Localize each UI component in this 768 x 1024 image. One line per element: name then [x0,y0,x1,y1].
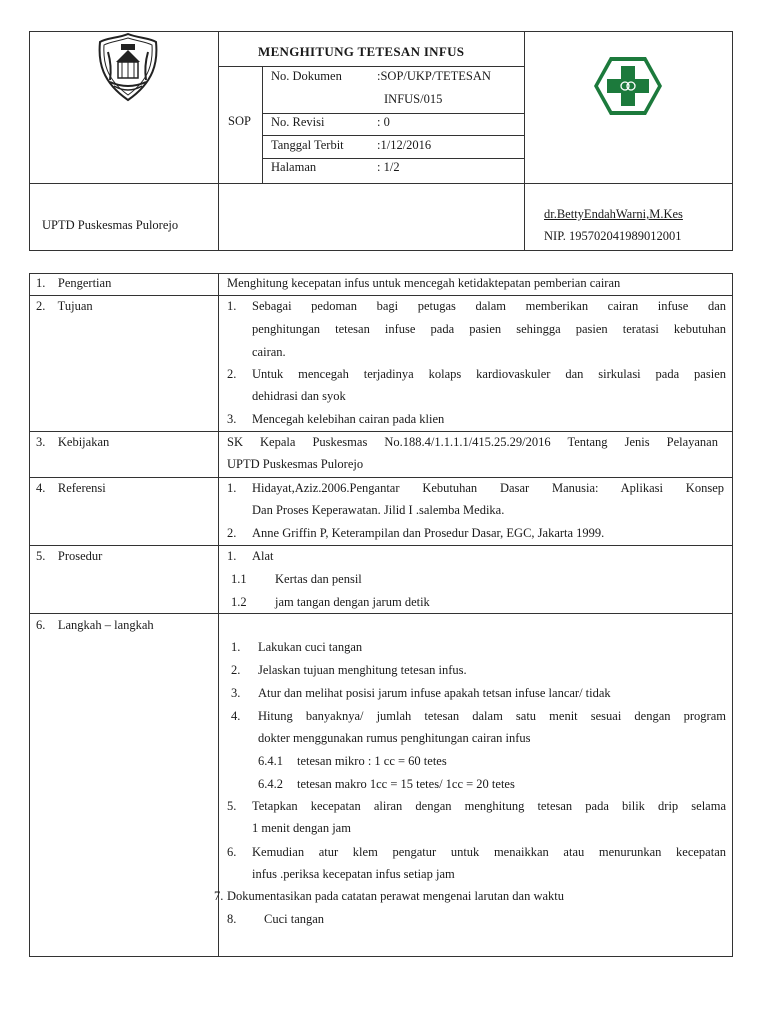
pengertian-text: Menghitung kecepatan infus untuk mencegah ketidaktepatan pemberian cairan [227,276,621,290]
langkah-num-642: 6.4.2 [258,777,283,791]
langkah-step-3: Atur dan melihat posisi jarum infuse apakah tetsan infuse lancar/ tidak [258,686,611,700]
page-label: Halaman [271,160,317,174]
tujuan-num-2: 2. [227,367,237,381]
issue-date-label: Tanggal Terbit [271,138,344,152]
prosedur-num-2: 1.2 [231,595,247,609]
kebijakan-line-2: UPTD Puskesmas Pulorejo [227,457,364,471]
prosedur-head: Alat [252,549,274,563]
prosedur-num-1: 1.1 [231,572,247,586]
langkah-num-7: 7. [214,889,224,903]
tujuan-line-2a: Untuk mencegah terjadinya kolaps kardiovaskuler dan sirkulasi pada pasien [252,367,726,381]
document-title: MENGHITUNG TETESAN INFUS [258,44,465,59]
section-label-referensi: 4. Referensi [36,481,106,495]
prosedur-item-1: Kertas dan pensil [275,572,362,586]
referensi-line-1b: Dan Proses Keperawatan. Jilid I .salemba Medika. [252,503,505,517]
langkah-step-641: tetesan mikro : 1 cc = 60 tetes [297,754,447,768]
signer-name: dr.BettyEndahWarni,M.Kes [544,207,683,221]
langkah-num-5: 5. [227,799,237,813]
tujuan-num-1: 1. [227,299,237,313]
section-label-prosedur: 5. Prosedur [36,549,103,563]
langkah-num-6: 6. [227,845,237,859]
sop-label: SOP [228,114,251,128]
tujuan-line-1a: Sebagai pedoman bagi petugas dalam memberikan cairan infuse dan [252,299,726,313]
section-label-pengertian: 1. Pengertian [36,276,112,290]
page-value: : 1/2 [377,160,400,174]
langkah-step-8: Cuci tangan [264,912,325,926]
referensi-num-1: 1. [227,481,237,495]
langkah-step-4b: dokter menggunakan rumus penghitungan cairan infus [258,731,531,745]
referensi-line-1a: Hidayat,Aziz.2006.Pengantar Kebutuhan Dasar Manusia: Aplikasi Konsep [252,481,724,495]
tujuan-line-3a: Mencegah kelebihan cairan pada klien [252,412,445,426]
doc-number-value-cont: INFUS/015 [384,92,443,106]
langkah-step-7: Dokumentasikan pada catatan perawat mengenai larutan dan waktu [227,889,565,903]
langkah-num-8: 8. [227,912,237,926]
langkah-step-2: Jelaskan tujuan menghitung tetesan infus. [258,663,467,677]
revision-value: : 0 [377,115,390,129]
issue-date-value: :1/12/2016 [377,138,432,152]
langkah-num-641: 6.4.1 [258,754,283,768]
section-label-langkah: 6. Langkah – langkah [36,618,154,632]
langkah-num-1: 1. [231,640,241,654]
langkah-step-6a: Kemudian atur klem pengatur untuk menaikkan atau menurunkan kecepatan [252,845,726,859]
langkah-num-2: 2. [231,663,241,677]
section-label-kebijakan: 3. Kebijakan [36,435,110,449]
langkah-num-3: 3. [231,686,241,700]
section-label-tujuan: 2. Tujuan [36,299,93,313]
puskesmas-cross-icon [592,55,664,117]
revision-label: No. Revisi [271,115,325,129]
doc-number-value: :SOP/UKP/TETESAN [377,69,491,83]
langkah-num-4: 4. [231,709,241,723]
referensi-line-2a: Anne Griffin P, Keterampilan dan Prosedur Dasar, EGC, Jakarta 1999. [252,526,605,540]
kebijakan-line-1: SK Kepala Puskesmas No.188.4/1.1.1.1/415.25.29/2016 Tentang Jenis Pelayanan [227,435,718,449]
langkah-step-5a: Tetapkan kecepatan aliran dengan menghitung tetesan pada bilik drip selama [252,799,726,813]
prosedur-item-2: jam tangan dengan jarum detik [275,595,430,609]
regional-emblem-icon [96,32,160,102]
tujuan-line-2b: dehidrasi dan syok [252,389,346,403]
tujuan-line-1b: penghitungan tetesan infuse pada pasien sehingga pasien teratasi kebutuhan [252,322,726,336]
doc-number-label: No. Dokumen [271,69,342,83]
langkah-step-1: Lakukan cuci tangan [258,640,363,654]
langkah-step-6b: infus .periksa kecepatan infus setiap jam [252,867,455,881]
prosedur-head-num: 1. [227,549,237,563]
signer-nip: NIP. 195702041989012001 [544,229,682,243]
langkah-step-5b: 1 menit dengan jam [252,821,351,835]
tujuan-num-3: 3. [227,412,237,426]
langkah-step-642: tetesan makro 1cc = 15 tetes/ 1cc = 20 tetes [297,777,515,791]
tujuan-line-1c: cairan. [252,345,286,359]
referensi-num-2: 2. [227,526,237,540]
langkah-step-4a: Hitung banyaknya/ jumlah tetesan dalam satu menit sesuai dengan program [258,709,726,723]
organization-name: UPTD Puskesmas Pulorejo [42,218,179,232]
